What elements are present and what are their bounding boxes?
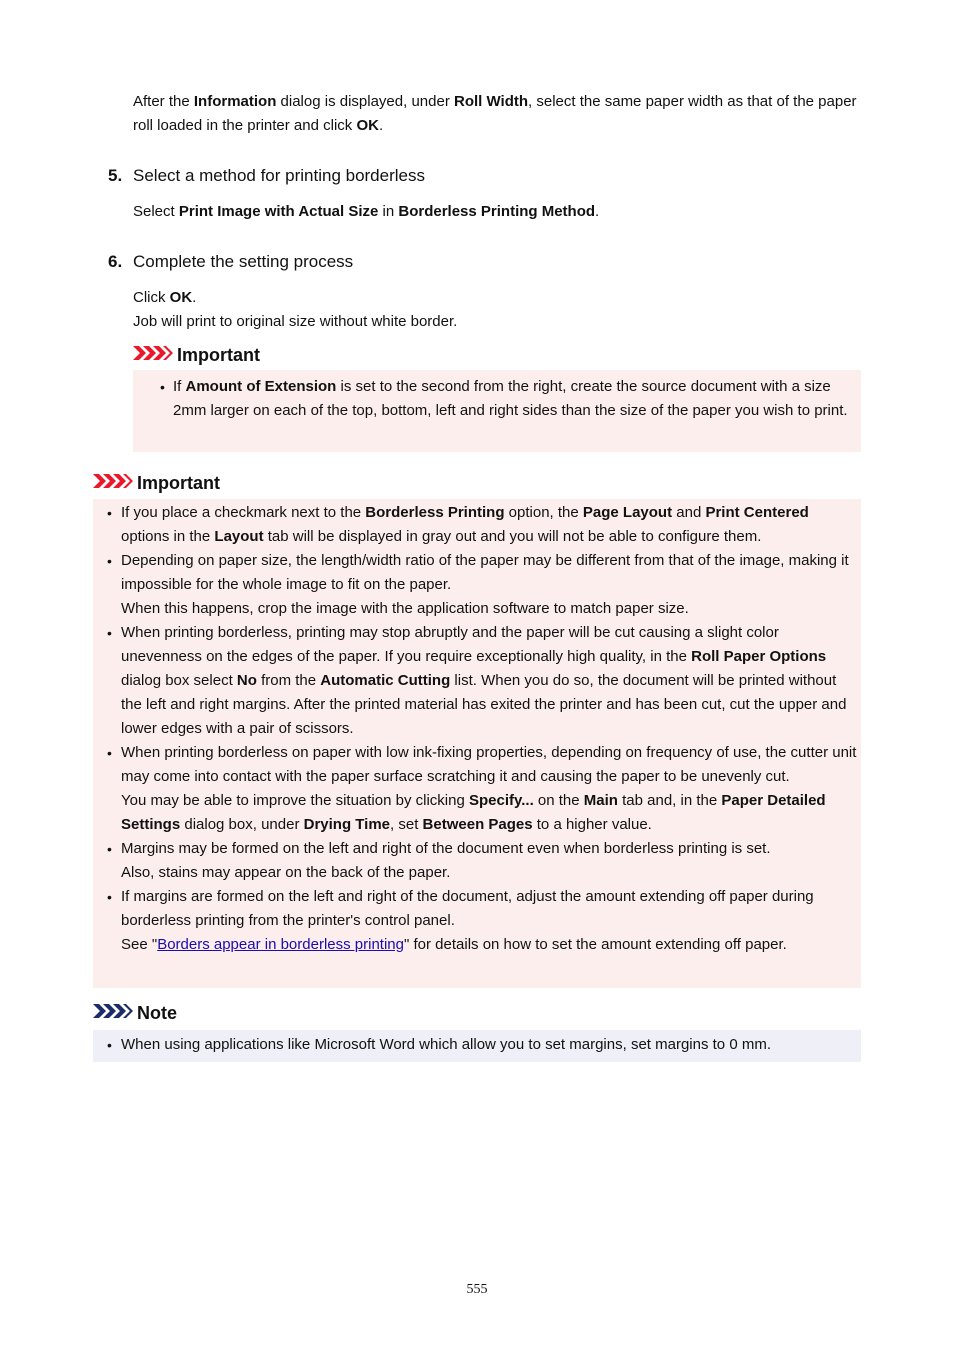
step-5-title: Select a method for printing borderless — [133, 166, 425, 185]
list-item-continuation: See "Borders appear in borderless printing" for details on how to set the amount extending off paper. — [121, 936, 787, 953]
bold-term: Paper Detailed Settings — [121, 792, 826, 833]
important-chevrons-icon — [93, 473, 137, 494]
list-item: • When printing borderless on paper with low ink-fixing properties, depending on frequency of use, the cutter unit may come into contact with the paper surface scratching it and causing the paper to be unevenly cut. You may be able to improve the situation by clicking Specify... on the Main tab and, in the Paper Detailed Settings dialog box, under Drying Time, set Between Pages to a higher value. — [93, 741, 857, 837]
step-number: 5. — [108, 166, 123, 185]
list-item: • If Amount of Extension is set to the second from the right, create the source document with a size 2mm larger on each of the top, bottom, left and right sides than the size of the paper you wish to print. — [133, 375, 855, 423]
important-inner-list — [133, 370, 861, 423]
bold-term: Print Centered — [705, 504, 809, 521]
bold-term: Page Layout — [582, 504, 673, 521]
important-chevrons-icon — [133, 345, 177, 366]
bold-term: Automatic Cutting — [320, 672, 451, 689]
page-number: 555 — [466, 1282, 488, 1297]
step-5-heading — [108, 165, 122, 188]
important-main-list — [93, 499, 861, 957]
important-inner-header — [133, 344, 260, 366]
note-title: Note — [137, 1002, 177, 1023]
bold-term: OK — [356, 117, 379, 134]
list-item: • When using applications like Microsoft Word which allow you to set margins, set margins to 0 mm. — [93, 1033, 861, 1057]
bold-term: Information — [193, 93, 277, 110]
bold-term: Borderless Printing — [365, 504, 505, 521]
important-main-header — [93, 472, 220, 494]
bold-term: OK — [169, 289, 193, 306]
list-item: • If you place a checkmark next to the Borderless Printing option, the Page Layout and Print Centered options in the Layout tab will be displayed in gray out and you will not be able to configure them. — [93, 501, 857, 549]
bold-term: Between Pages — [422, 816, 533, 833]
important-inner-box — [133, 370, 861, 452]
bold-term: Print Image with Actual Size — [178, 203, 379, 220]
list-item: • Depending on paper size, the length/width ratio of the paper may be different from that of the image, making it impossible for the whole image to fit on the paper. When this happens, crop the image with the application software to match paper size. — [93, 549, 857, 621]
borders-link[interactable]: Borders appear in borderless printing — [157, 936, 404, 953]
bold-term: Roll Width — [454, 93, 529, 110]
bold-term: Specify... — [468, 792, 534, 809]
list-item-continuation: You may be able to improve the situation by clicking Specify... on the Main tab and, in the Paper Detailed Settings dialog box, under Drying Time, set Between Pages to a higher value. — [121, 792, 826, 833]
step-5-body: Select Print Image with Actual Size in Borderless Printing Method. — [133, 203, 600, 220]
step-6-body — [133, 286, 858, 334]
list-item: • If margins are formed on the left and right of the document, adjust the amount extending off paper during borderless printing from the printer's control panel. See "Borders appear in borderless printing" for details on how to set the amount extending off paper. — [93, 885, 857, 957]
step-6-title: Complete the setting process — [133, 252, 354, 271]
bold-term: Drying Time — [303, 816, 391, 833]
bold-term: No — [236, 672, 257, 689]
step-6-heading — [108, 251, 122, 274]
note-chevrons-icon — [93, 1003, 137, 1024]
bold-term: Amount of Extension — [185, 378, 337, 395]
important-title: Important — [137, 472, 220, 493]
note-list — [93, 1030, 861, 1057]
bold-term: Roll Paper Options — [691, 648, 827, 665]
bold-term: Layout — [214, 528, 264, 545]
note-header — [93, 1002, 177, 1024]
list-item: • Margins may be formed on the left and right of the document even when borderless printing is set. Also, stains may appear on the back of the paper. — [93, 837, 857, 885]
important-main-box — [93, 499, 861, 988]
bold-term: Main — [583, 792, 618, 809]
note-box — [93, 1030, 861, 1062]
step-6-line-1: Click OK. — [133, 289, 197, 306]
intro-paragraph: After the Information dialog is displayed, under Roll Width, select the same paper width as that of the paper roll loaded in the printer and click OK. — [133, 93, 857, 134]
bold-term: Borderless Printing Method — [398, 203, 596, 220]
important-title: Important — [177, 344, 260, 365]
step-6-line-2: Job will print to original size without white border. — [133, 313, 458, 330]
step-number: 6. — [108, 252, 123, 271]
list-item: • When printing borderless, printing may stop abruptly and the paper will be cut causing a slight color unevenness on the edges of the paper. If you require exceptionally high quality, in the Roll Paper Options dialog box select No from the Automatic Cutting list. When you do so, the document will be printed without the left and right margins. After the printed material has exited the printer and has been cut, cut the upper and lower edges with a pair of scissors. — [93, 621, 857, 741]
